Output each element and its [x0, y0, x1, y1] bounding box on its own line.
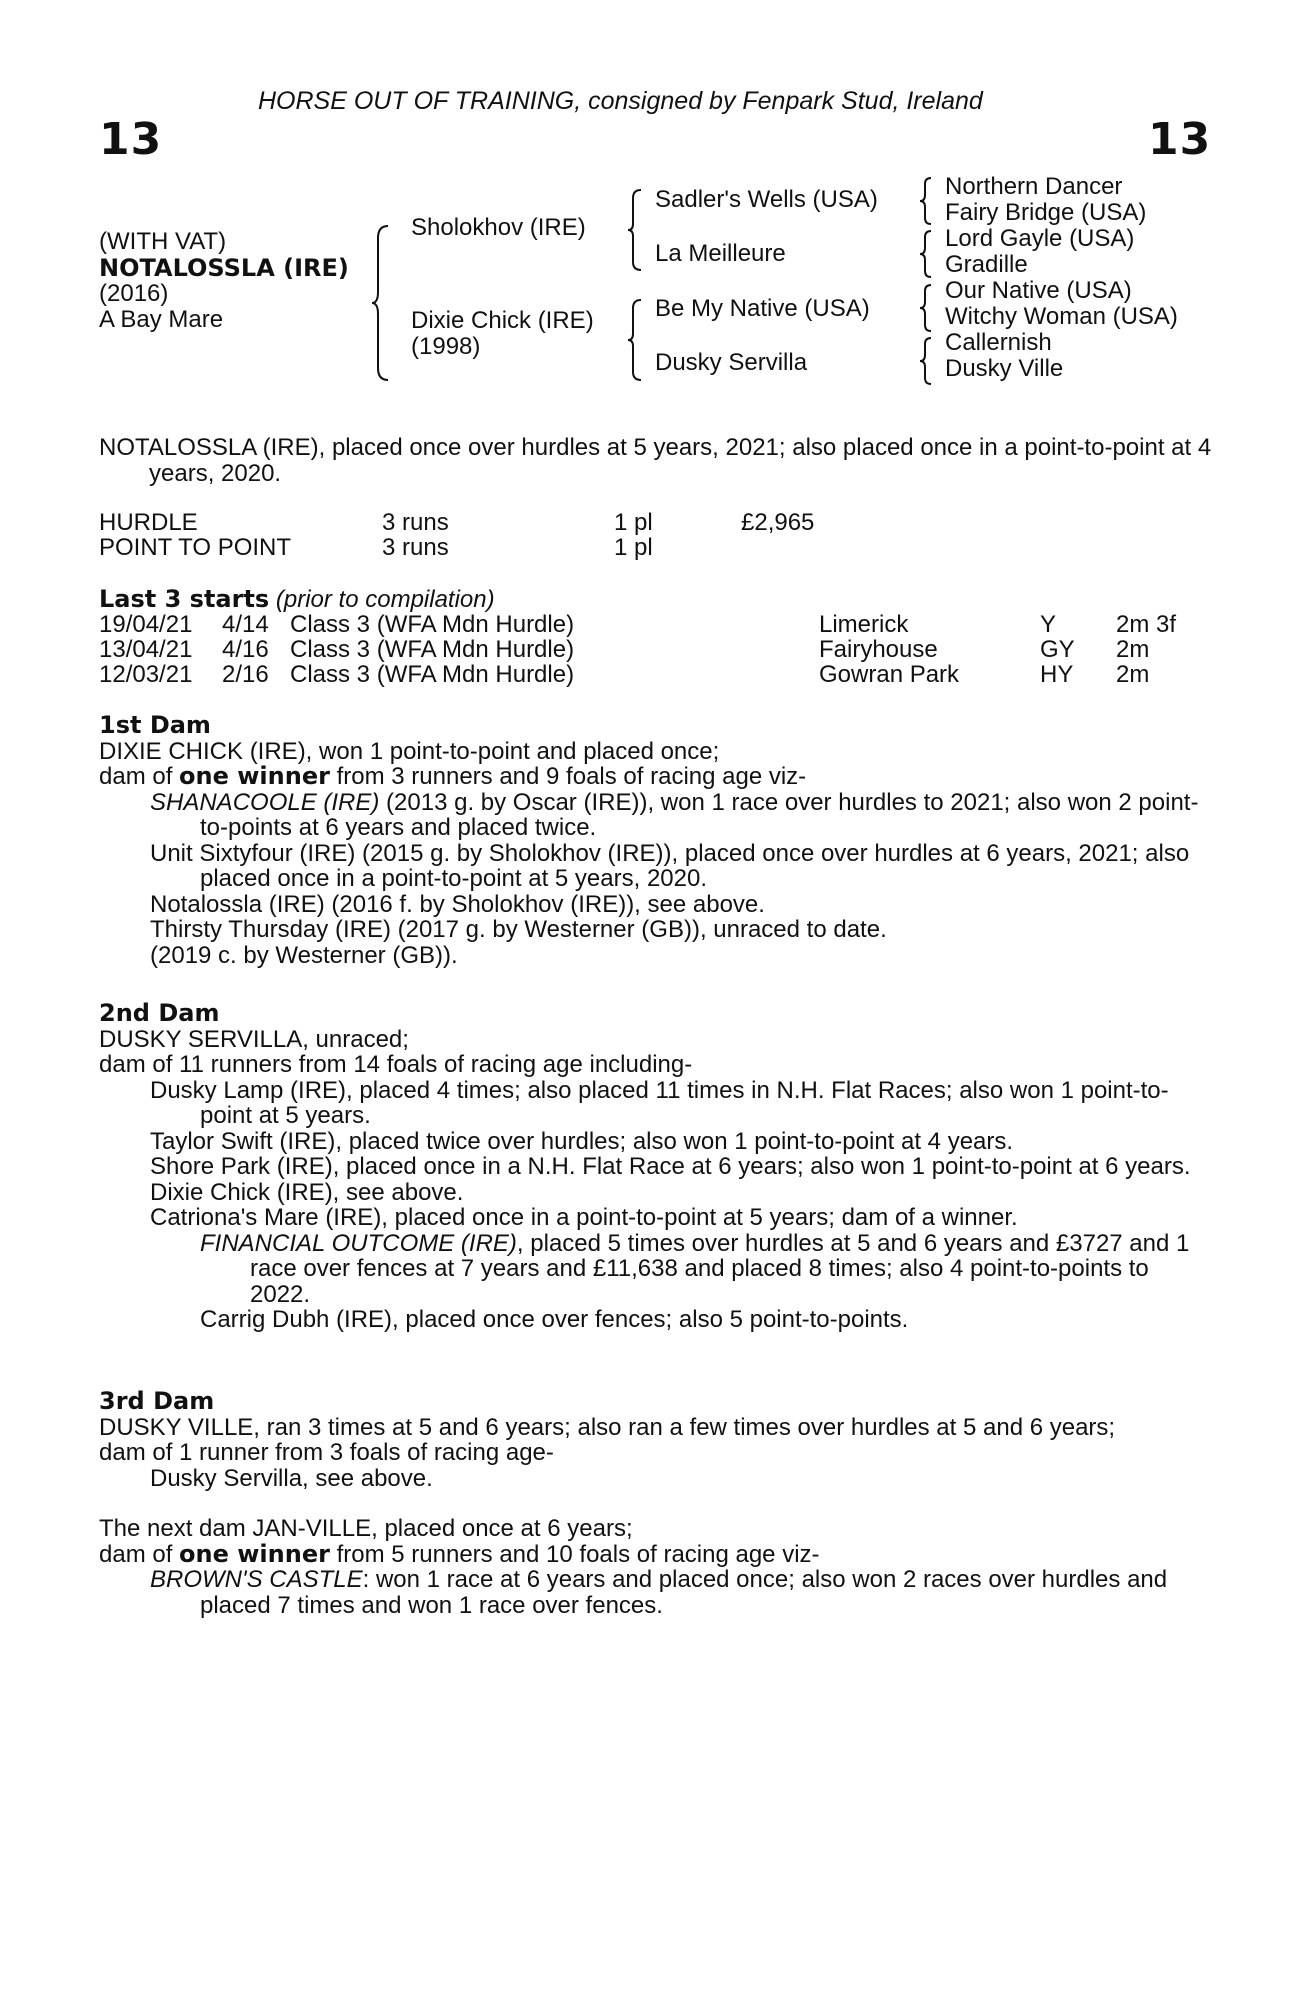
last-starts-subtitle: (prior to compilation) — [275, 586, 495, 613]
start-race: Class 3 (WFA Mdn Hurdle) — [290, 636, 575, 663]
start-race: Class 3 (WFA Mdn Hurdle) — [290, 661, 575, 688]
progeny-name: BROWN'S CASTLE — [150, 1566, 363, 1593]
pedigree-gen3-6: Witchy Woman (USA) — [945, 303, 1178, 330]
progeny-item: BROWN'S CASTLE: won 1 race at 6 years and placed once; also won 2 races over hurdles and placed 7 times and won 1 race over fences. — [150, 1566, 1168, 1619]
second-dam-line1: DUSKY SERVILLA, unraced; — [99, 1025, 409, 1053]
pedigree-dam — [411, 308, 594, 360]
progeny-item: Dusky Lamp (IRE), placed 4 times; also placed 11 times in N.H. Flat Races; also won 1 point-to-point at 5 years. — [150, 1076, 1169, 1129]
next-dam-line1: The next dam JAN-VILLE, placed once at 6 years; — [99, 1515, 633, 1542]
record-runs-2: 3 runs — [382, 534, 449, 561]
last-starts-title: Last 3 starts — [99, 585, 270, 613]
third-dam-line1: DUSKY VILLE, ran 3 times at 5 and 6 years; also ran a few times over hurdles at 5 and 6 years; — [99, 1413, 1116, 1441]
first-dam-line1: DIXIE CHICK (IRE), won 1 point-to-point and placed once; — [99, 737, 720, 765]
progeny-name: SHANACOOLE (IRE) — [150, 788, 380, 816]
progeny-item: Thirsty Thursday (IRE) (2017 g. by Westerner (GB)), unraced to date. — [150, 916, 887, 943]
first-dam-title: 1st Dam — [99, 711, 211, 739]
grand-progeny-item: FINANCIAL OUTCOME (IRE), placed 5 times over hurdles at 5 and 6 years and £3727 and 1 race over fences at 7 years and £11,638 and placed 8 times; also 4 point-to-points to 2022. — [200, 1229, 1190, 1308]
pedigree-dam-year: (1998) — [411, 333, 481, 360]
pedigree-brace-g3-4 — [918, 336, 934, 386]
subject-block — [99, 229, 349, 333]
next-dam-section — [99, 1516, 1207, 1618]
record-placed-2: 1 pl — [614, 534, 653, 561]
start-date: 13/04/21 — [99, 636, 193, 663]
second-dam-line2: dam of 11 runners from 14 foals of racing age including- — [99, 1051, 693, 1078]
progeny-item: SHANACOOLE (IRE) (2013 g. by Oscar (IRE)), won 1 race over hurdles to 2021; also won 2 point-to-points at 6 years and placed twice. — [150, 788, 1199, 841]
progeny-item: Dixie Chick (IRE), see above. — [150, 1178, 464, 1206]
lot-number-right: 13 — [1148, 114, 1212, 165]
last-starts-heading — [99, 587, 495, 613]
grand-progeny-item: Carrig Dubh (IRE), placed once over fences; also 5 point-to-points. — [200, 1306, 909, 1333]
lot-number-left: 13 — [99, 114, 163, 165]
start-position: 4/14 — [222, 611, 269, 638]
progeny-item: Unit Sixtyfour (IRE) (2015 g. by Sholokhov (IRE)), placed once over hurdles at 6 years, 2021; also placed once in a point-to-point at 5 years, 2020. — [150, 839, 1190, 892]
start-distance: 2m — [1116, 636, 1150, 663]
record-type-2: POINT TO POINT — [99, 534, 292, 561]
start-position: 2/16 — [222, 661, 269, 688]
next-dam-line2: dam of one winner from 5 runners and 10 foals of racing age viz- — [99, 1539, 820, 1568]
progeny-item: Notalossla (IRE) (2016 f. by Sholokhov (IRE)), see above. — [150, 890, 765, 918]
pedigree-gen3-2: Fairy Bridge (USA) — [945, 199, 1147, 226]
progeny-item: Catriona's Mare (IRE), placed once in a point-to-point at 5 years; dam of a winner. — [150, 1204, 1018, 1231]
consignment-header: HORSE OUT OF TRAINING, consigned by Fenpark Stud, Ireland — [258, 87, 983, 115]
pedigree-gen2-sire-dam: La Meilleure — [655, 240, 786, 267]
pedigree-brace-dam — [626, 298, 644, 382]
start-course: Gowran Park — [819, 661, 960, 688]
pedigree-gen3-5: Our Native (USA) — [945, 277, 1132, 304]
first-dam-line2: dam of one winner from 3 runners and 9 foals of racing age viz- — [99, 762, 807, 790]
horse-description: A Bay Mare — [99, 306, 224, 333]
third-dam-section — [99, 1389, 1207, 1491]
second-dam-title: 2nd Dam — [99, 999, 220, 1027]
horse-name: NOTALOSSLA (IRE) — [99, 254, 349, 282]
start-going: HY — [1040, 661, 1074, 688]
pedigree-gen3-1: Northern Dancer — [945, 173, 1123, 200]
pedigree-gen2-dam-sire: Be My Native (USA) — [655, 295, 870, 322]
pedigree-gen3-7: Callernish — [945, 329, 1052, 356]
pedigree-gen3 — [945, 174, 1178, 382]
third-dam-line2: dam of 1 runner from 3 foals of racing age- — [99, 1439, 554, 1466]
pedigree-brace-g3-3 — [918, 283, 934, 333]
pedigree-gen3-4: Gradille — [945, 251, 1028, 278]
second-dam-section — [99, 1001, 1207, 1333]
pedigree-gen3-8: Dusky Ville — [945, 355, 1064, 382]
record-type-1: HURDLE — [99, 509, 198, 536]
pedigree-brace-main — [370, 224, 392, 382]
pedigree-gen3-3: Lord Gayle (USA) — [945, 225, 1135, 252]
third-dam-title: 3rd Dam — [99, 1387, 215, 1415]
progeny-item: (2019 c. by Westerner (GB)). — [150, 941, 458, 969]
record-earnings-1: £2,965 — [741, 509, 815, 536]
first-dam-section — [99, 713, 1207, 968]
record-placed-1: 1 pl — [614, 509, 653, 536]
pedigree-brace-g3-2 — [918, 229, 934, 279]
progeny-name: FINANCIAL OUTCOME (IRE) — [200, 1229, 517, 1257]
start-date: 12/03/21 — [99, 661, 193, 688]
progeny-item: Shore Park (IRE), placed once in a N.H. Flat Race at 6 years; also won 1 point-to-point at 6 years. — [150, 1153, 1191, 1180]
start-distance: 2m — [1116, 661, 1150, 688]
vat-label: (WITH VAT) — [99, 228, 227, 255]
start-going: Y — [1040, 611, 1057, 638]
pedigree-dam-name: Dixie Chick (IRE) — [411, 307, 594, 334]
foaling-year: (2016) — [99, 280, 169, 307]
start-course: Limerick — [819, 611, 909, 638]
start-course: Fairyhouse — [819, 636, 938, 663]
pedigree-sire: Sholokhov (IRE) — [411, 214, 586, 241]
start-date: 19/04/21 — [99, 611, 193, 638]
race-summary: NOTALOSSLA (IRE), placed once over hurdles at 5 years, 2021; also placed once in a point-to-point at 4 years, 2020. — [99, 434, 1212, 487]
pedigree-brace-sire — [626, 188, 644, 272]
start-position: 4/16 — [222, 636, 269, 663]
progeny-item: Dusky Servilla, see above. — [150, 1464, 433, 1492]
start-distance: 2m 3f — [1116, 611, 1177, 638]
pedigree-gen2-sire-sire: Sadler's Wells (USA) — [655, 186, 878, 213]
progeny-item: Taylor Swift (IRE), placed twice over hurdles; also won 1 point-to-point at 4 years. — [150, 1127, 1014, 1155]
start-race: Class 3 (WFA Mdn Hurdle) — [290, 611, 575, 638]
pedigree-gen2-dam-dam: Dusky Servilla — [655, 349, 808, 376]
pedigree-brace-g3-1 — [918, 176, 934, 226]
start-going: GY — [1040, 636, 1075, 663]
record-runs-1: 3 runs — [382, 509, 449, 536]
